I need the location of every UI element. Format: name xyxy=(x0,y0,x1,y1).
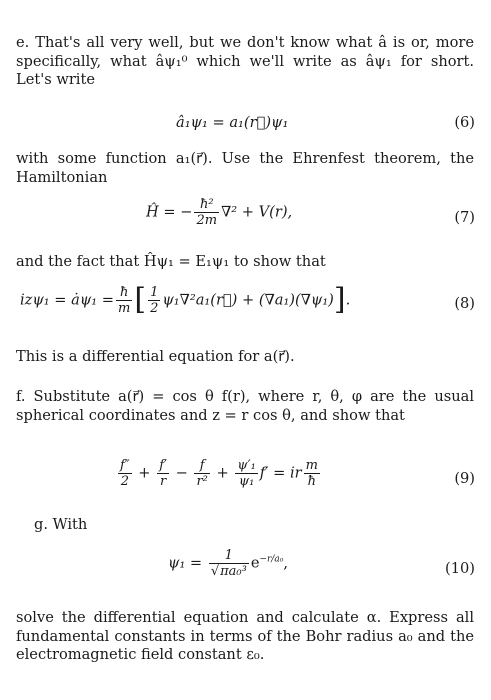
equation-number-7: (7) xyxy=(454,209,475,226)
hbar-over-m: $\frac{ħ}{m}$ xyxy=(118,285,131,316)
one-half: $\frac{1}{2}$ xyxy=(150,285,159,316)
paragraph-e: e. That's all very well, but we don't know what â is or, more specifically, what âψ₁⁰ which we'll write as âψ₁ for short. Let's write xyxy=(16,34,474,89)
hamiltonian-rest: ∇² + V(r), xyxy=(221,203,293,221)
equation-8 xyxy=(0,282,491,325)
right-bracket: ] xyxy=(333,282,346,318)
equation-6-body: â₁ψ₁ = a₁(r⃗)ψ₁ xyxy=(176,114,289,131)
left-bracket: [ xyxy=(134,282,147,318)
equation-number-6: (6) xyxy=(454,114,475,131)
equation-7 xyxy=(0,197,491,237)
paragraph-e-conclusion: This is a differential equation for a(r⃗). xyxy=(16,348,295,365)
paragraph-e-continued: with some function a₁(r⃗). Use the Ehrenfest theorem, the Hamiltonian xyxy=(16,150,474,186)
equation-8-lhs: izψ₁ = ȧψ₁ = xyxy=(20,291,115,309)
paragraph-f: f. Substitute a(r⃗) = cos θ f(r), where r, θ, φ are the usual spherical coordinates and z = r cos θ, and show that xyxy=(16,388,474,424)
psi-prime-over-psi: $\frac{\text{ψ′₁}}{\text{ψ₁}}$ xyxy=(237,458,256,489)
paragraph-g: g. With xyxy=(34,516,88,533)
equation-10-body: ψ₁ = $\frac{1}{\text{√πa₀³}}$ $e^{-r/a_0}$, xyxy=(168,548,288,579)
equation-10 xyxy=(0,548,491,588)
equation-7-body xyxy=(146,197,292,228)
hbar-squared-over-2m: $\frac{\text{ħ²}}{2m}$ xyxy=(196,197,218,228)
equation-number-9: (9) xyxy=(454,470,475,487)
equation-6 xyxy=(0,106,491,146)
equation-9 xyxy=(0,458,491,498)
f-over-r-squared: $\frac{f}{\text{r²}}$ xyxy=(196,458,208,489)
hamiltonian-lhs: Ĥ = − xyxy=(146,203,193,221)
f-double-prime-over-2: $\frac{f''}{2}$ xyxy=(120,458,130,489)
equation-9-body: $\frac{f''}{2}$ + $\frac{f'}{r}$ − $\frac{f}{\text{r²}}$ + $\frac{\text{ψ′₁}}{\text{ψ₁}}$ f′ = ir $\frac{m}{ħ}$ xyxy=(120,458,318,489)
equation-number-10: (10) xyxy=(445,560,475,577)
m-over-hbar: $\frac{m}{ħ}$ xyxy=(305,458,318,489)
equation-8-bracket-content: ψ₁∇²a₁(r⃗) + (∇a₁)(∇ψ₁) xyxy=(162,291,334,309)
normalization-factor: $\frac{1}{\text{√πa₀³}}$ xyxy=(210,548,247,579)
equation-8-period: . xyxy=(345,291,351,309)
equation-number-8: (8) xyxy=(454,295,475,312)
exponent: −r/a₀ xyxy=(259,554,284,565)
f-prime-over-r: $\frac{f'}{r}$ xyxy=(159,458,167,489)
equation-9-middle: f′ = ir xyxy=(259,464,302,482)
exponential-base: e xyxy=(250,554,260,572)
equation-8-body xyxy=(20,282,351,318)
paragraph-g-continued: solve the differential equation and calculate α. Express all fundamental constants in terms of the Bohr radius a₀ and the electromagnetic field constant ε₀. xyxy=(16,609,474,664)
paragraph-e-show: and the fact that Ĥψ₁ = E₁ψ₁ to show that xyxy=(16,253,326,270)
equation-10-lhs: ψ₁ = xyxy=(168,554,203,572)
